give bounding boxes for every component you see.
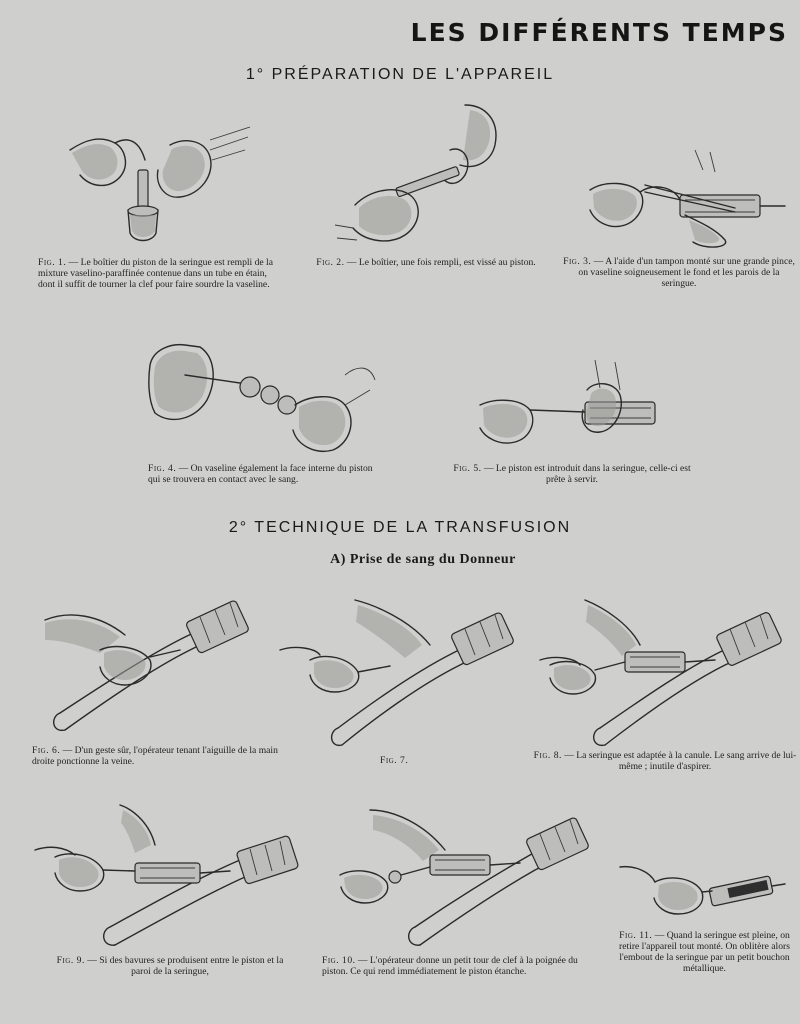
figure-8-illustration <box>540 600 790 750</box>
figure-5-number: Fig. 5. <box>453 463 482 474</box>
figure-1-text: — Le boîtier du piston de la seringue est rempli de la mixture vaselino-paraffinée contenue dans un tube en étain, dont il suffit de tourner la clef pour faire sourdre la vaseline. <box>38 257 273 290</box>
figure-2-illustration <box>335 100 515 250</box>
figure-1-caption <box>38 257 278 290</box>
figure-3-caption <box>562 256 796 289</box>
figure-4-number: Fig. 4. <box>148 463 177 474</box>
figure-8-caption <box>530 750 800 772</box>
figure-3-text: — A l'aide d'un tampon monté sur une grande pince, on vaseline soigneusement le fond et les parois de la seringue. <box>578 256 795 289</box>
figure-9-number: Fig. 9. <box>56 955 85 966</box>
figure-1-number: Fig. 1. <box>38 257 67 268</box>
figure-7-number: Fig. 7. <box>380 755 409 766</box>
figure-2-number: Fig. 2. <box>316 257 345 268</box>
figure-9-caption <box>55 955 285 977</box>
figure-7-illustration <box>280 600 525 750</box>
figure-5-illustration <box>475 360 665 460</box>
figure-3-number: Fig. 3. <box>563 256 592 267</box>
figure-6-text: — D'un geste sûr, l'opérateur tenant l'aiguille de la main droite ponctionne la veine. <box>32 745 278 767</box>
figure-10-caption <box>322 955 594 977</box>
figure-5-text: — Le piston est introduit dans la seringue, celle-ci est prête à servir. <box>483 463 691 485</box>
figure-8-text: — La seringue est adaptée à la canule. Le sang arrive de lui-même ; inutile d'aspirer. <box>564 750 797 772</box>
figure-6-number: Fig. 6. <box>32 745 61 756</box>
figure-9-text: — Si des bavures se produisent entre le piston et la paroi de la seringue, <box>87 955 284 977</box>
figure-6-caption <box>32 745 280 767</box>
figure-11-illustration <box>620 862 790 927</box>
figure-3-illustration <box>585 150 790 250</box>
figure-10-text: — L'opérateur donne un petit tour de clef à la poignée du piston. Ce qui rend immédiatement le piston étanche. <box>322 955 578 977</box>
figure-7-caption <box>380 755 440 766</box>
section-heading-preparation: 1° PRÉPARATION DE L'APPAREIL <box>245 66 555 83</box>
page-title: LES DIFFÉRENTS TEMPS <box>410 18 788 47</box>
figure-4-text: — On vaseline également la face interne du piston qui se trouvera en contact avec le sang. <box>148 463 373 485</box>
figure-6-illustration <box>40 595 265 740</box>
figure-4-illustration <box>145 335 380 460</box>
figure-4-caption <box>148 463 382 485</box>
section-heading-technique: 2° TECHNIQUE DE LA TRANSFUSION <box>228 519 572 536</box>
figure-2-caption <box>312 257 540 268</box>
figure-10-illustration <box>335 805 590 950</box>
figure-2-text: — Le boîtier, une fois rempli, est vissé au piston. <box>346 257 536 268</box>
figure-8-number: Fig. 8. <box>533 750 562 761</box>
figure-5-caption <box>452 463 692 485</box>
figure-1-illustration <box>60 115 260 255</box>
figure-10-number: Fig. 10. <box>322 955 356 966</box>
figure-11-number: Fig. 11. <box>619 930 653 941</box>
figure-11-caption <box>612 930 797 974</box>
figure-11-text: — Quand la seringue est pleine, on retire l'appareil tout monté. On oblitère alors l'embout de la seringue par un petit bouchon métallique. <box>619 930 790 974</box>
subsection-heading-donor: A) Prise de sang du Donneur <box>330 552 516 567</box>
figure-9-illustration <box>35 805 300 950</box>
